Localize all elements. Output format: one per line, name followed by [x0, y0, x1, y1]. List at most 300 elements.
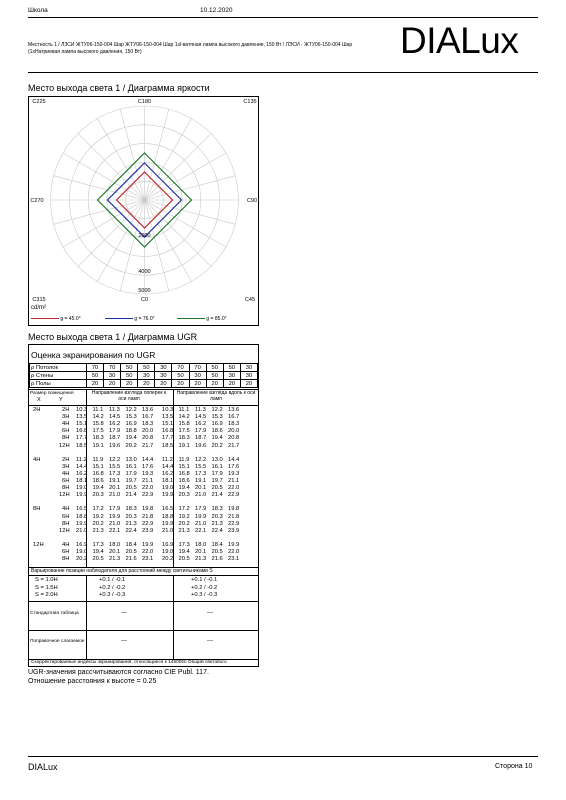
cell: 30: [189, 372, 206, 380]
ugr-value: 20.5: [211, 485, 223, 492]
cell: 50: [87, 372, 104, 380]
ugr-value: 22.0: [142, 549, 154, 555]
ugr-value: 22.0: [228, 549, 240, 555]
ugr-value: 20.2: [178, 520, 190, 527]
ugr-value: 19.9: [228, 541, 240, 548]
cell: 50: [223, 364, 240, 372]
ugr-value: 20.5: [125, 549, 137, 555]
ugr-value: 15.3: [125, 414, 137, 421]
ugr-value: 20.1: [195, 485, 207, 492]
ugr-value: 14.5: [109, 414, 121, 421]
polar-diagram: [29, 97, 260, 327]
ugr-value: 11.9: [92, 456, 104, 463]
ugr-value: 11.3: [195, 407, 206, 413]
ugr-value: 11.2: [162, 456, 173, 463]
room-size-label: Размер помещения: [30, 391, 74, 396]
ugr-value: 22.9: [142, 520, 154, 527]
ugr-value: 21.0: [162, 527, 174, 534]
grid-ray: [145, 200, 211, 266]
ugr-value: 15.3: [211, 414, 223, 421]
ugr-value: 17.9: [195, 428, 207, 435]
ugr-value: 14.4: [142, 456, 154, 463]
cell: 20: [121, 380, 138, 388]
room-x: 4H: [33, 456, 41, 463]
correction-label: Поправочное слагаемое: [30, 639, 85, 644]
radial-label: 2000: [138, 233, 151, 239]
y-label: Y: [59, 397, 63, 403]
ugr-value: 20.1: [195, 549, 207, 555]
grid-ray: [54, 200, 145, 224]
ugr-value: 19.0: [162, 549, 174, 555]
variation-a: +0.3 / -0.3: [99, 592, 126, 598]
grid-ray: [145, 109, 169, 200]
ugr-value: 20.5: [125, 485, 137, 492]
variation-b: +0.1 / -0.1: [191, 577, 218, 583]
angle-label: C45: [244, 297, 256, 303]
footer-rule: [28, 756, 538, 757]
row-label: ρ Потолок: [30, 364, 87, 372]
room-y: 8H: [62, 556, 70, 563]
ugr-value: 16.5: [162, 506, 174, 513]
room-y: 3H: [62, 414, 70, 421]
room-y: 8H: [62, 520, 70, 527]
ugr-note-2: Отношение расстояния к высоте = 0.25: [28, 678, 157, 685]
variation-row: [29, 577, 258, 585]
room-y: 6H: [62, 549, 70, 555]
cell: 70: [189, 364, 206, 372]
divider: [29, 405, 258, 406]
ugr-value: 16.2: [76, 470, 88, 477]
ugr-value: 19.9: [76, 492, 88, 499]
legend-item-76: [105, 316, 155, 322]
brightness-section-title: Место выхода света 1 / Диаграмма яркости: [28, 83, 210, 93]
ugr-value: 20.0: [228, 428, 240, 435]
legend: [31, 315, 256, 324]
ugr-value: 22.0: [142, 485, 154, 492]
ugr-value: 20.3: [211, 513, 223, 520]
variation-a: +0.2 / -0.2: [99, 584, 126, 591]
cell: 30: [155, 364, 172, 372]
ugr-data-row: [29, 492, 258, 499]
ugr-value: 14.5: [195, 414, 207, 421]
divider: [29, 601, 258, 602]
project-name: Школа: [28, 7, 48, 14]
ugr-value: 17.2: [92, 506, 104, 513]
ugr-value: 18.0: [109, 541, 121, 548]
cell: 30: [223, 372, 240, 380]
ugr-value: 17.7: [162, 435, 174, 442]
cell: 20: [240, 380, 257, 388]
cell: 20: [104, 380, 121, 388]
ugr-value: 19.8: [228, 506, 240, 513]
ugr-data-row: [29, 542, 258, 549]
correction-a: ---: [121, 638, 127, 644]
ugr-value: 11.2: [76, 456, 87, 463]
ugr-value: 17.9: [211, 470, 223, 477]
ugr-value: 20.2: [76, 556, 88, 563]
ugr-value: 17.2: [178, 506, 190, 513]
ugr-value: 20.5: [211, 549, 223, 555]
ugr-value: 22.0: [228, 485, 240, 492]
ugr-data-row: [29, 506, 258, 513]
ugr-value: 15.5: [195, 463, 207, 470]
cell: 30: [155, 372, 172, 380]
standard-table-a: ---: [121, 610, 127, 616]
variation-s: S = 1.0H: [35, 577, 58, 583]
ugr-value: 17.5: [92, 428, 104, 435]
room-y: 6H: [62, 428, 70, 435]
ugr-value: 17.3: [92, 541, 104, 548]
cell: 70: [172, 364, 189, 372]
cell: 20: [172, 380, 189, 388]
ugr-value: 16.2: [195, 421, 207, 428]
variation-rows: [29, 577, 258, 600]
ugr-value: 22.1: [109, 527, 121, 534]
ugr-value: 19.0: [162, 485, 174, 492]
room-y: 6H: [62, 478, 70, 484]
grid-ray: [54, 176, 145, 200]
ugr-value: 21.0: [76, 527, 88, 534]
angle-label: C315: [32, 297, 46, 303]
ugr-value: 16.9: [211, 421, 223, 428]
standard-table-b: ---: [207, 610, 213, 616]
cell: 30: [138, 372, 155, 380]
ugr-note-1: UGR-значения рассчитываются согласно CIE Publ. 117.: [28, 669, 209, 676]
cell: 20: [87, 380, 104, 388]
ugr-value: 16.8: [76, 428, 88, 435]
ugr-value: 19.2: [178, 513, 190, 520]
ugr-value: 19.9: [76, 520, 88, 527]
ugr-data-row: [29, 528, 258, 535]
ugr-value: 21.1: [228, 478, 240, 484]
variation-a: +0.1 / -0.1: [99, 577, 126, 583]
room-y: 2H: [62, 407, 70, 413]
ugr-value: 20.5: [178, 556, 190, 563]
ugr-value: 13.5: [76, 414, 88, 421]
ugr-data-row: [29, 457, 258, 464]
ugr-value: 21.1: [142, 478, 154, 484]
ugr-value: 15.5: [109, 463, 121, 470]
footer-brand: DIALux: [28, 762, 58, 772]
room-y: 8H: [62, 485, 70, 492]
ugr-value: 22.4: [125, 527, 137, 534]
divider: [29, 575, 258, 576]
ugr-value: 21.8: [228, 513, 240, 520]
ugr-value: 15.8: [92, 421, 104, 428]
room-y: 8H: [62, 435, 70, 442]
ugr-value: 23.1: [142, 556, 154, 563]
ugr-value: 22.4: [211, 527, 223, 534]
variation-title: Варьирование позиции наблюдателя для расстояний между светильниками S: [31, 568, 213, 574]
cell: 20: [138, 380, 155, 388]
legend-label: g = 85.0°: [206, 316, 227, 322]
cell: 50: [138, 364, 155, 372]
ugr-value: 16.9: [162, 541, 174, 548]
ugr-value: 20.3: [125, 513, 137, 520]
ugr-value: 20.2: [92, 520, 104, 527]
room-y: 3H: [62, 463, 70, 470]
ugr-value: 21.3: [92, 527, 104, 534]
ugr-value: 11.9: [178, 456, 190, 463]
ugr-value: 20.3: [178, 492, 190, 499]
ugr-value: 14.4: [162, 463, 174, 470]
ugr-value: 19.9: [162, 492, 174, 499]
ugr-value: 21.3: [109, 556, 121, 563]
cell: 70: [104, 364, 121, 372]
grid-ray: [120, 109, 144, 200]
row-label: ρ Стены: [30, 372, 87, 380]
ugr-value: 17.9: [109, 428, 121, 435]
ugr-value: 19.2: [92, 513, 104, 520]
ugr-value: 21.0: [195, 492, 207, 499]
ugr-value: 17.6: [228, 463, 240, 470]
ugr-value: 21.0: [109, 520, 121, 527]
ugr-value: 14.2: [178, 414, 190, 421]
cell: 50: [206, 372, 223, 380]
grid-ray: [120, 200, 144, 291]
ugr-value: 19.0: [76, 549, 88, 555]
brightness-diagram-box: [28, 96, 259, 326]
cell: 30: [240, 364, 257, 372]
ugr-value: 23.9: [228, 527, 240, 534]
row-label: ρ Полы: [30, 380, 87, 388]
ugr-value: 23.9: [142, 527, 154, 534]
direction-along-header: Направление взгляда вдоль к оси ламп: [176, 390, 256, 402]
header-bottom-rule: [28, 72, 538, 73]
room-y: 12H: [59, 442, 70, 449]
ugr-data-row: [29, 471, 258, 478]
ugr-value: 20.3: [92, 492, 104, 499]
ugr-value: 19.9: [142, 541, 154, 548]
ugr-value: 23.1: [228, 556, 240, 563]
ugr-value: 21.3: [125, 520, 137, 527]
ugr-value: 18.3: [178, 435, 190, 442]
ugr-value: 15.1: [92, 463, 104, 470]
angle-label: C270: [30, 198, 44, 204]
ugr-value: 21.6: [211, 556, 223, 563]
room-y: 4H: [62, 541, 70, 548]
table-row: [30, 364, 258, 372]
ugr-value: 18.8: [76, 513, 88, 520]
header-top-rule: [28, 17, 538, 18]
ugr-value: 19.6: [195, 442, 207, 449]
room-y: 12H: [59, 492, 70, 499]
ugr-value: 18.3: [92, 435, 104, 442]
ugr-value: 18.7: [195, 435, 207, 442]
ugr-section-title: Место выхода света 1 / Диаграмма UGR: [28, 332, 198, 342]
ugr-value: 19.9: [162, 520, 174, 527]
ugr-value: 19.4: [211, 435, 223, 442]
ugr-value: 18.4: [211, 541, 223, 548]
ugr-value: 21.7: [142, 442, 154, 449]
ugr-value: 20.0: [142, 428, 154, 435]
ugr-value: 21.8: [142, 513, 154, 520]
ugr-data-row: [29, 443, 258, 450]
ugr-value: 16.7: [142, 414, 154, 421]
room-y: 2H: [62, 456, 70, 463]
cell: 20: [206, 380, 223, 388]
ugr-data-row: [29, 421, 258, 428]
ugr-value: 22.9: [228, 520, 240, 527]
variation-s: S = 1.5H: [35, 584, 58, 591]
x-label: X: [37, 397, 41, 403]
ugr-value: 19.7: [125, 478, 137, 484]
ugr-value: 17.9: [125, 470, 137, 477]
ugr-value: 16.2: [162, 470, 174, 477]
cell: 30: [104, 372, 121, 380]
ugr-value: 13.6: [142, 407, 154, 413]
ugr-value: 21.0: [195, 520, 207, 527]
ugr-value: 16.9: [125, 421, 137, 428]
ugr-value: 12.2: [125, 407, 137, 413]
ugr-value: 18.6: [92, 478, 104, 484]
cell: 20: [223, 380, 240, 388]
variation-s: S = 2.0H: [35, 592, 58, 598]
ugr-value: 10.3: [76, 407, 88, 413]
ugr-value: 18.1: [162, 478, 174, 484]
ugr-value: 22.9: [228, 492, 240, 499]
legend-swatch: [105, 318, 133, 319]
ugr-value: 21.3: [178, 527, 190, 534]
room-y: 4H: [62, 506, 70, 513]
cell: 50: [121, 364, 138, 372]
ugr-value: 20.2: [162, 556, 174, 563]
ugr-value: 10.3: [162, 407, 174, 413]
ugr-value: 18.1: [76, 478, 88, 484]
ugr-value: 16.9: [76, 541, 88, 548]
radial-label: 4000: [138, 269, 151, 275]
ugr-box-title: Оценка экранирования по UGR: [31, 350, 156, 360]
cell: 20: [155, 380, 172, 388]
ugr-value: 19.4: [125, 435, 137, 442]
divider: [29, 630, 258, 631]
direction-across-header: Направление взгляда поперек к оси ламп: [91, 390, 167, 402]
ugr-value: 19.1: [195, 478, 207, 484]
ugr-value: 18.4: [125, 541, 137, 548]
legend-label: g = 45.0°: [60, 316, 81, 322]
ugr-value: 20.5: [92, 556, 104, 563]
ugr-value: 17.9: [195, 506, 207, 513]
ugr-value: 15.1: [162, 421, 174, 428]
ugr-value: 17.7: [76, 435, 88, 442]
legend-item-45: [31, 316, 81, 322]
ugr-value: 22.1: [195, 527, 207, 534]
ugr-value: 12.2: [195, 456, 207, 463]
cell: 50: [121, 372, 138, 380]
ugr-value: 17.3: [195, 470, 207, 477]
ugr-data-row: [29, 435, 258, 442]
ugr-value: 16.1: [125, 463, 137, 470]
standard-table-label: Стандартная таблица: [30, 611, 79, 616]
legend-item-85: [177, 316, 227, 322]
ugr-value: 11.1: [92, 407, 104, 413]
grid-ray: [145, 200, 236, 224]
room-y: 6H: [62, 513, 70, 520]
grid-ray: [145, 200, 169, 291]
ugr-value: 19.0: [76, 485, 88, 492]
ugr-value: 14.4: [76, 463, 88, 470]
ugr-value: 19.9: [195, 513, 207, 520]
header-description: Местность 1 / ЛЗСИ ЖТУ06-150-004 Шар ЖТУ06-150-004 Шар 1зI-ватпная лампа высокого давления, 150 Вт / ЛЭСИ - ЖТУ06-150-004 Шар (1xНатриевая лампа высокого давления, 150 Вт): [28, 42, 353, 55]
legend-label: g = 76.0°: [134, 316, 155, 322]
ugr-value: 13.0: [211, 456, 223, 463]
ugr-value: 21.0: [109, 492, 121, 499]
ugr-value: 17.3: [109, 470, 121, 477]
ugr-value: 14.4: [228, 456, 240, 463]
ugr-value: 16.8: [92, 470, 104, 477]
room-y: 12H: [59, 527, 70, 534]
ugr-value: 19.1: [109, 478, 121, 484]
correction-b: ---: [207, 638, 213, 644]
room-x: 2H: [33, 407, 41, 413]
cell: 70: [87, 364, 104, 372]
ugr-value: 19.1: [92, 442, 104, 449]
date: 10.12.2020: [200, 7, 233, 14]
ugr-value: 18.3: [142, 421, 154, 428]
unit-label: cd/m²: [31, 305, 46, 311]
legend-swatch: [177, 318, 205, 319]
cell: 50: [172, 372, 189, 380]
ugr-value: 19.4: [92, 485, 104, 492]
ugr-value: 16.1: [211, 463, 223, 470]
ugr-value: 21.4: [211, 492, 223, 499]
ugr-value: 16.8: [162, 428, 174, 435]
variation-b: +0.2 / -0.2: [191, 584, 218, 591]
ugr-value: 18.6: [211, 428, 223, 435]
radial-label: 5000: [138, 288, 151, 294]
table-row: [30, 372, 258, 380]
ugr-value: 20.8: [142, 435, 154, 442]
room-x: 12H: [33, 541, 44, 548]
grid-ray: [78, 134, 144, 200]
angle-label: C135: [243, 99, 257, 105]
ugr-value: 19.1: [178, 442, 190, 449]
ugr-value: 20.1: [109, 549, 121, 555]
ugr-value: 16.7: [228, 414, 240, 421]
variation-row: [29, 585, 258, 593]
ugr-value: 20.8: [228, 435, 240, 442]
ugr-value: 20.2: [211, 442, 223, 449]
ugr-value: 19.9: [109, 513, 121, 520]
ugr-value: 18.5: [76, 442, 88, 449]
angle-label: C225: [32, 99, 46, 105]
variation-row: [29, 592, 258, 600]
ugr-value: 19.4: [92, 549, 104, 555]
ugr-value: 19.6: [109, 442, 121, 449]
ugr-value: 14.2: [92, 414, 104, 421]
ugr-value: 17.6: [142, 463, 154, 470]
ugr-value: 19.4: [178, 549, 190, 555]
angle-label: C180: [137, 99, 152, 105]
ugr-value: 11.3: [109, 407, 120, 413]
ugr-value: 18.3: [125, 506, 137, 513]
ugr-value: 20.1: [109, 485, 121, 492]
ugr-value: 21.4: [125, 492, 137, 499]
ugr-value: 12.2: [211, 407, 223, 413]
ugr-value: 18.5: [162, 442, 174, 449]
room-y: 4H: [62, 421, 70, 428]
angle-label: C90: [246, 198, 258, 204]
ugr-value: 18.8: [125, 428, 137, 435]
ugr-value: 16.5: [76, 506, 88, 513]
ugr-value: 19.3: [142, 470, 154, 477]
ugr-value: 21.6: [125, 556, 137, 563]
ugr-value: 19.4: [178, 485, 190, 492]
ugr-value: 15.1: [76, 421, 88, 428]
ugr-value: 21.3: [211, 520, 223, 527]
cell: 50: [206, 364, 223, 372]
ugr-value: 12.2: [109, 456, 121, 463]
